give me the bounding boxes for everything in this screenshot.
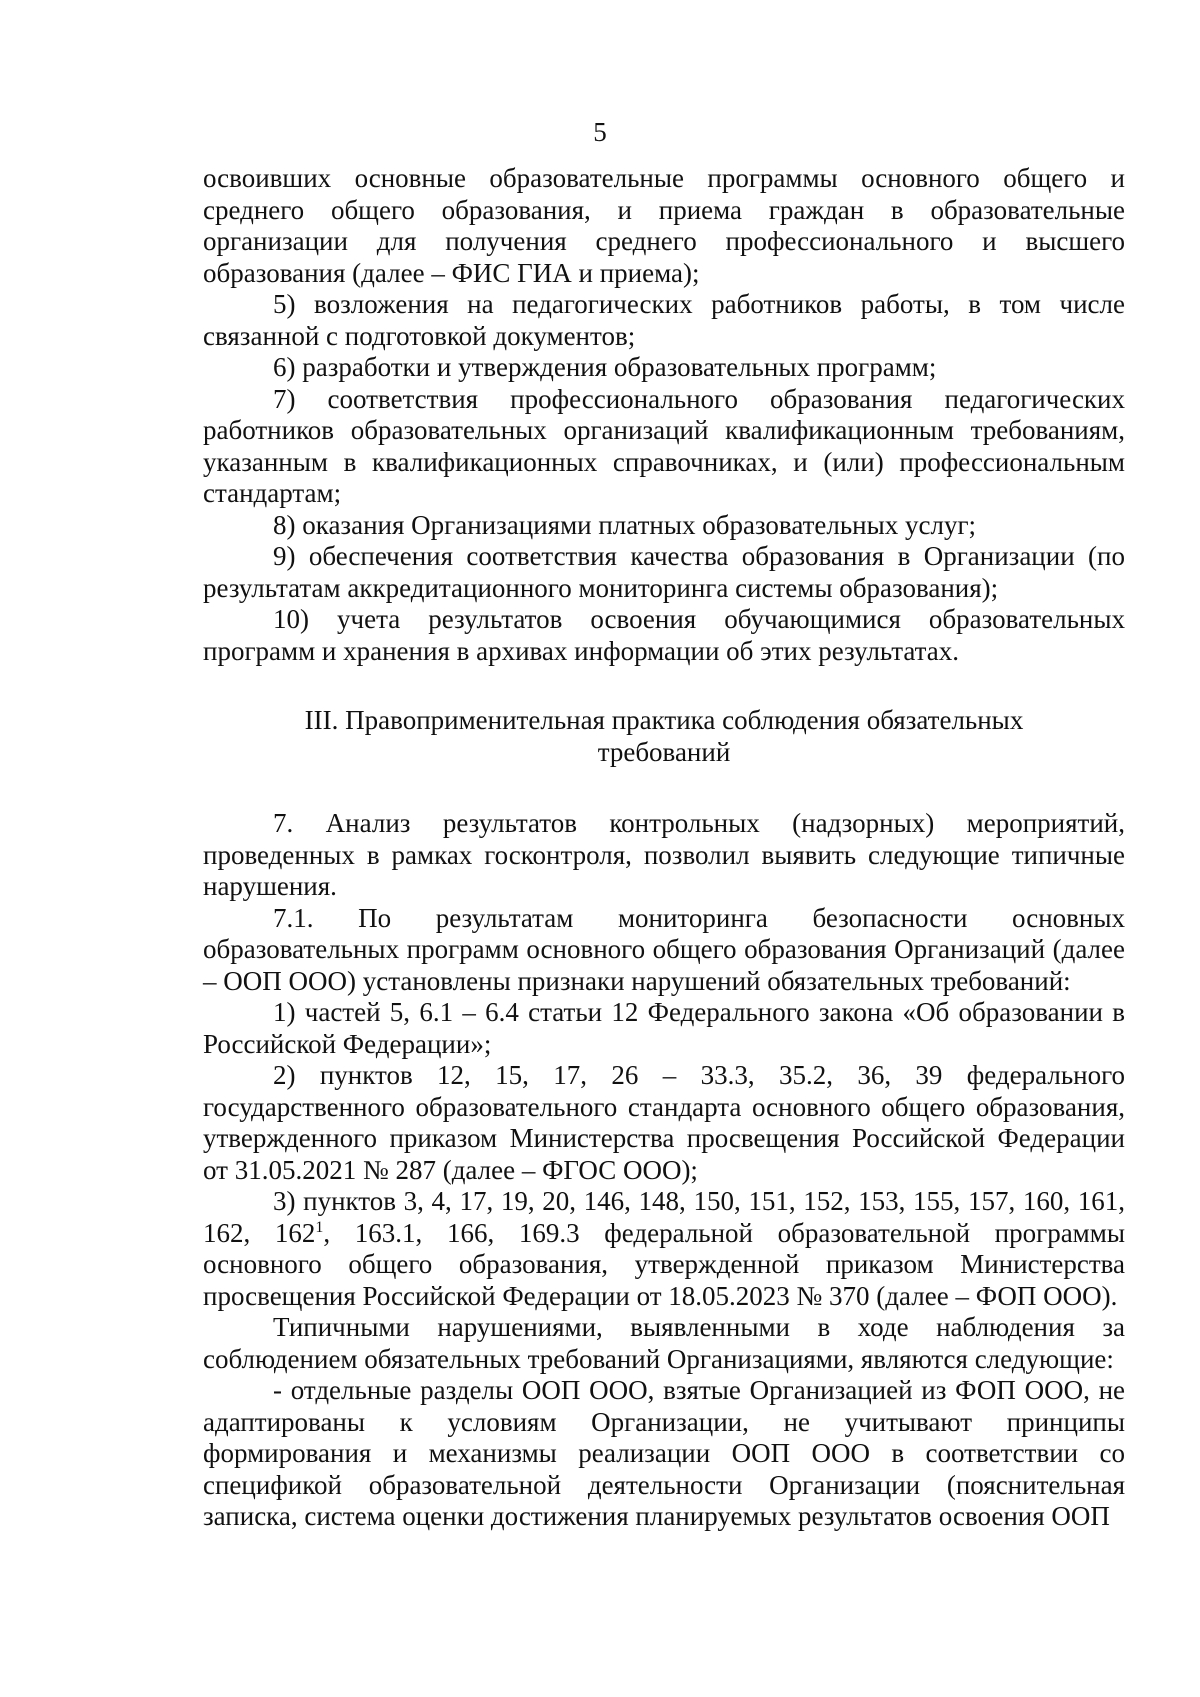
list-item: 6) разработки и утверждения образовательных программ; [273, 352, 937, 382]
list-item: 9) обеспечения соответствия качества образования в Организации (по результатам аккредитационного мониторинга системы образования); [203, 541, 1125, 603]
list-item: 7) соответствия профессионального образования педагогических работников образовательных организаций квалификационным требованиям, указанным в квалификационных справочниках, и (или) профессиональным стандартам; [203, 383, 1125, 508]
paragraph: Типичными нарушениями, выявленными в ходе наблюдения за соблюдением обязательных требований Организациями, являются следующие: [203, 1312, 1125, 1374]
list-item: - отдельные разделы ООП ООО, взятые Организацией из ФОП ООО, не адаптированы к условиям Организации, не учитывают принципы формирования и механизмы реализации ООП ООО в соответствии со спецификой образовательной деятельности Организации (пояснительная записка, система оценки достижения планируемых результатов освоения ООП [203, 1375, 1125, 1531]
section-heading: III. Правоприменительная практика соблюдения обязательных требований [304, 705, 1024, 767]
list-item [203, 1186, 1125, 1312]
document-body [203, 163, 1125, 1533]
paragraph: 7.1. По результатам мониторинга безопасности основных образовательных программ основного общего образования Организаций (далее – ООП ООО) установлены признаки нарушений обязательных требований: [203, 902, 1125, 996]
list-item: 10) учета результатов освоения обучающимися образовательных программ и хранения в архивах информации об этих результатах. [203, 604, 1125, 666]
list-item: 2) пунктов 12, 15, 17, 26 – 33.3, 35.2, 36, 39 федерального государственного образовательного стандарта основного общего образования, утвержденного приказом Министерства просвещения Российской Федерации от 31.05.2021 № 287 (далее – ФГОС ООО); [203, 1060, 1125, 1185]
page-number: 5 [593, 117, 607, 147]
paragraph: 7. Анализ результатов контрольных (надзорных) мероприятий, проведенных в рамках госконтроля, позволил выявить следующие типичные нарушения. [203, 808, 1125, 901]
list-item: 8) оказания Организациями платных образовательных услуг; [273, 509, 977, 540]
paragraph: освоивших основные образовательные программы основного общего и среднего общего образования, и приема граждан в образовательные организации для получения среднего профессионального и высшего образования (далее – ФИС ГИА и приема); [203, 163, 1125, 288]
list-item: 1) частей 5, 6.1 – 6.4 статьи 12 Федерального закона «Об образовании в Российской Федерации»; [203, 997, 1125, 1059]
list-item: 5) возложения на педагогических работников работы, в том числе связанной с подготовкой документов; [203, 289, 1125, 351]
list-item-text: 3) пунктов 3, 4, 17, 19, 20, 146, 148, 150, 151, 152, 153, 155, 157, 160, 161, 162, 162 [203, 1186, 1125, 1248]
superscript: 1 [315, 1218, 324, 1236]
list-item-text: , 163.1, 166, 169.3 федеральной образовательной программы основного общего образования, утвержденной приказом Министерства просвещения Российской Федерации от 18.05.2023 № 370 (далее – ФОП ООО). [203, 1217, 1125, 1311]
